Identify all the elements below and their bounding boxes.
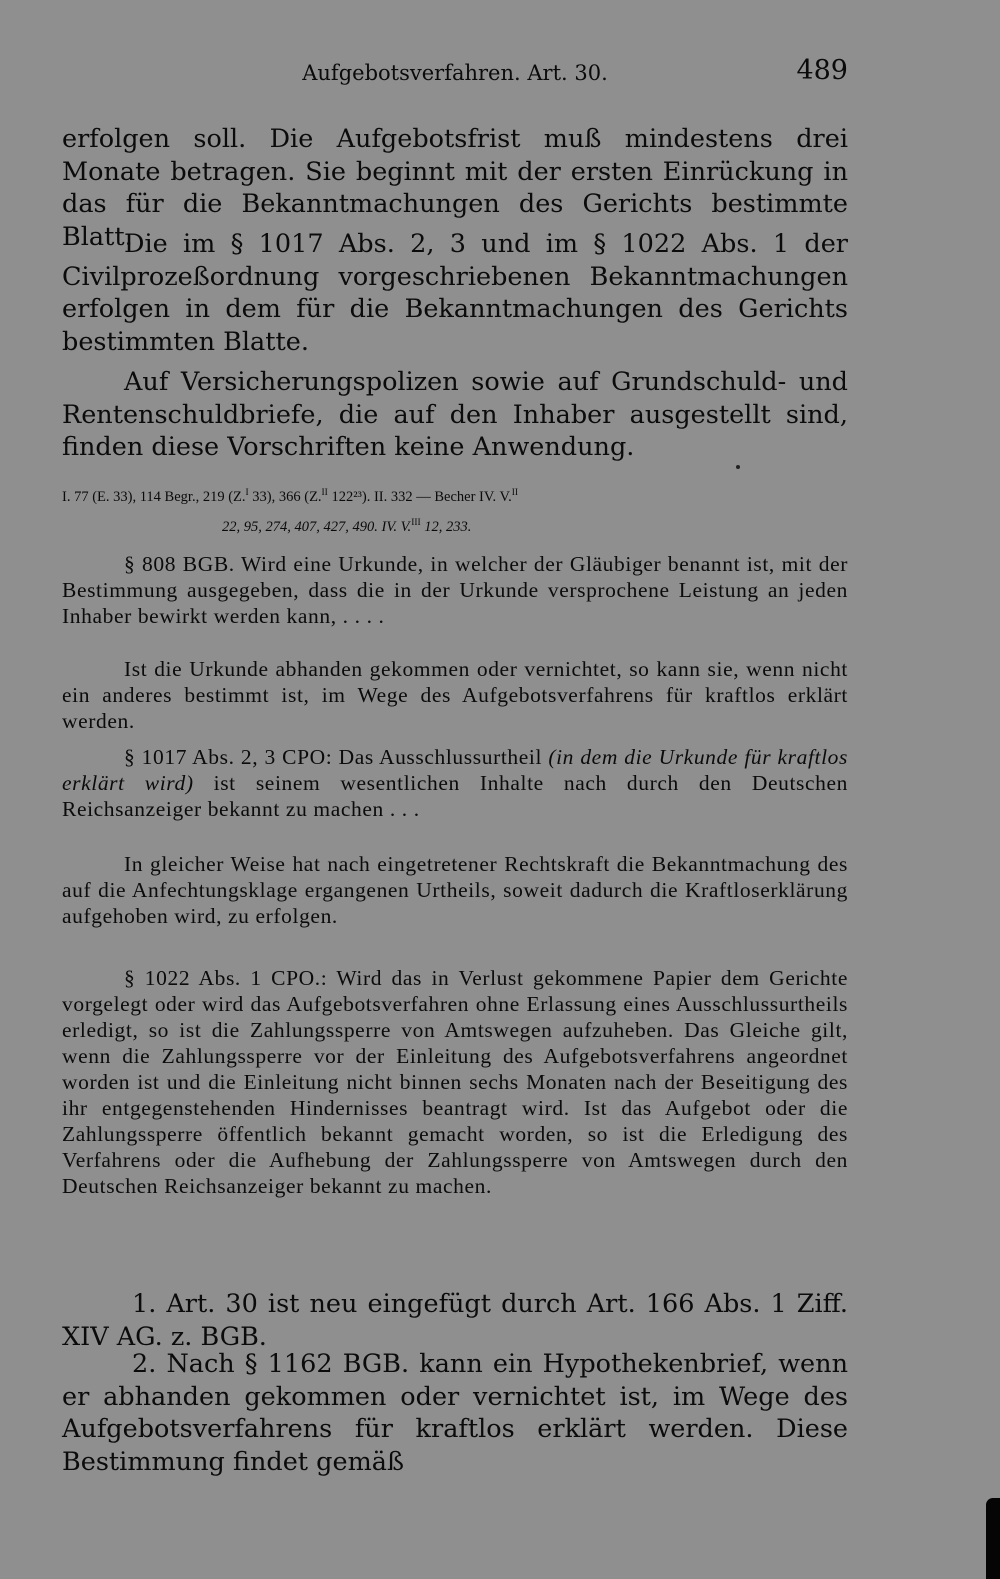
footnote-1: 1. Art. 30 ist neu eingefügt durch Art. 166 Abs. 1 Ziff. XIV AG. z. BGB. xyxy=(62,1289,848,1352)
print-speck xyxy=(736,465,740,469)
reference-sup: I xyxy=(245,488,249,498)
paragraph-aufgebotsfrist: erfolgen soll. Die Aufgebotsfrist muß mindestens drei Monate betragen. Sie beginnt mit der ersten Einrückung in das für die Bekanntmachungen des Gerichts bestimmte Blatt. xyxy=(62,124,848,252)
quote-cpo-1022: § 1022 Abs. 1 CPO.: Wird das in Verlust gekommene Papier dem Gerichte vorgelegt oder wird das Aufgebotsverfahren ohne Erlassung eines Ausschlussurtheils erledigt, so ist die Zahlungssperre von Amtswegen aufzuheben. Das Gleiche gilt, wenn die Zahlungssperre vor der Einleitung des Aufgebotsverfahrens angeordnet worden ist und die Einleitung nicht binnen sechs Monaten nach der Beseitigung des ihr entgegenstehenden Hindernisses beantragt wird. Ist das Aufgebot oder die Zahlungssperre öffentlich bekannt gemacht worden, so ist die Erledigung des Verfahrens oder die Aufhebung der Zahlungssperre von Amtswegen durch den Deutschen Reichsanzeiger bekannt zu machen. xyxy=(62,966,848,1198)
reference-line xyxy=(62,480,848,540)
quote-italic: (in dem die Urkunde für kraftlos erklärt wird) xyxy=(62,745,848,795)
quote-bgb-808-continued: Ist die Urkunde abhanden gekommen oder vernichtet, so kann sie, wenn nicht ein anderes bestimmt ist, im Wege des Aufgebotsverfahrens für kraftlos erklärt werden. xyxy=(62,657,848,733)
reference-sup: III xyxy=(411,517,421,528)
reference-sup: II xyxy=(321,488,328,498)
running-head: Aufgebotsverfahren. Art. 30. xyxy=(302,61,608,85)
page-header xyxy=(62,55,848,95)
quote-text: § 1017 Abs. 2, 3 CPO: Das Ausschlussurtheil xyxy=(124,745,549,769)
reference-text: 33), 366 (Z. xyxy=(248,488,322,505)
paragraph-bekanntmachungen: Die im § 1017 Abs. 2, 3 und im § 1022 Abs. 1 der Civilprozeßordnung vorgeschriebenen Bekanntmachungen erfolgen in dem für die Bekanntmachungen des Gerichts bestimmten Blatte. xyxy=(62,229,848,357)
reference-text: 12, 233. xyxy=(420,518,472,535)
page-number: 489 xyxy=(796,55,848,86)
reference-text: 22, 95, 274, 407, 427, 490. IV. V. xyxy=(222,518,412,535)
quote-bgb-808: § 808 BGB. Wird eine Urkunde, in welcher der Gläubiger benannt ist, mit der Bestimmung ausgegeben, dass die in der Urkunde versprochene Leistung an jeden Inhaber bewirkt werden kann, . . . . xyxy=(62,552,848,628)
quote-cpo-1017-continued: In gleicher Weise hat nach eingetretener Rechtskraft die Bekanntmachung des auf die Anfechtungsklage ergangenen Urtheils, soweit dadurch die Kraftloserklärung aufgehoben wird, zu erfolgen. xyxy=(62,852,848,928)
reference-sup: II xyxy=(511,488,518,498)
reference-text: 122²³). II. 332 — Becher IV. V. xyxy=(327,488,512,505)
footnote-2: 2. Nach § 1162 BGB. kann ein Hypothekenbrief, wenn er abhanden gekommen oder vernichtet ist, im Wege des Aufgebotsverfahrens für kraftlos erklärt werden. Diese Bestimmung findet gemäß xyxy=(62,1349,848,1477)
quote-cpo-1017 xyxy=(62,744,848,822)
reference-text: I. 77 (E. 33), 114 Begr., 219 (Z. xyxy=(62,488,246,505)
scan-edge-mark xyxy=(986,1498,1000,1579)
quote-text: ist seinem wesentlichen Inhalte nach durch den Deutschen Reichsanzeiger bekannt zu machen . . . xyxy=(62,771,848,821)
paragraph-versicherungspolizen: Auf Versicherungspolizen sowie auf Grundschuld- und Rentenschuldbriefe, die auf den Inhaber ausgestellt sind, finden diese Vorschriften keine Anwendung. xyxy=(62,367,848,462)
